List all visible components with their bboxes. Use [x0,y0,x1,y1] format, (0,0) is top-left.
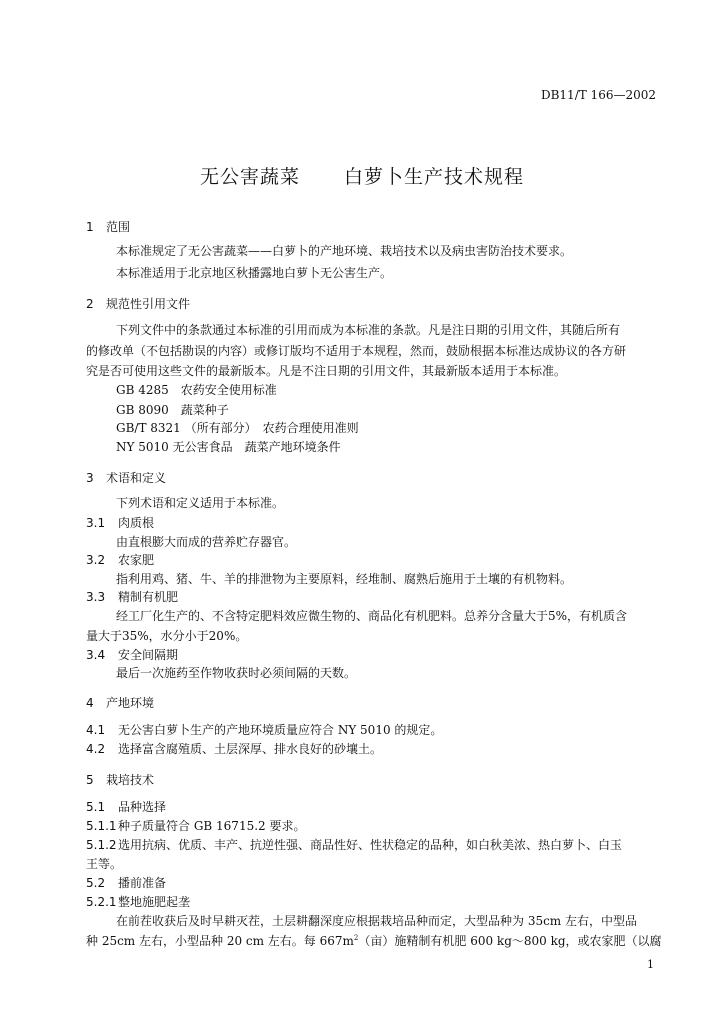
reference-item: GB/T 8321 （所有部分） 农药合理使用准则 [116,421,359,435]
section-2-paragraph-line-3: 究是否可使用这些文件的最新版本。凡是不注日期的引用文件，其最新版本适用于本标准。 [86,364,567,378]
term-3-2-definition: 指利用鸡、猪、牛、羊的排泄物为主要原料，经堆制、腐熟后施用于土壤的有机物料。 [116,572,573,586]
clause-4-2: 4.2 选择富含腐殖质、土层深厚、排水良好的砂壤土。 [86,742,383,756]
section-2-paragraph-line-2: 的修改单（不包括勘误的内容）或修订版均不适用于本规程，然而，鼓励根据本标准达成协议的各方研 [86,344,627,358]
page-number: 1 [647,958,654,971]
section-1-paragraph-1: 本标准规定了无公害蔬菜——白萝卜的产地环境、栽培技术以及病虫害防治技术要求。 [116,244,573,258]
clause-5-2-1-text-line-2: 种 25cm 左右，小型品种 20 cm 左右。每 $667m^2$（亩）施精制有机肥 600 kg～800 kg，或农家肥（以腐 [86,934,662,948]
reference-item: NY 5010 无公害食品 蔬菜产地环境条件 [116,440,341,454]
clause-5-2-1-text-line-1: 在前茬收获后及时早耕灭茬，土层耕翻深度应根据栽培品种而定，大型品种为 35cm 左右，中型品 [116,914,638,928]
title-part-2: 白萝卜生产技术规程 [344,166,525,188]
title-part-1: 无公害蔬菜 [199,166,300,188]
clause-5-2-1-heading: 5.2.1整地施肥起垄 [86,895,191,909]
clause-4-1: 4.1 无公害白萝卜生产的产地环境质量应符合 NY 5010 的规定。 [86,723,443,737]
section-1-paragraph-2: 本标准适用于北京地区秋播露地白萝卜无公害生产。 [116,266,393,280]
term-3-4-definition: 最后一次施药至作物收获时必须间隔的天数。 [116,666,357,680]
section-3-heading: 3 术语和定义 [86,471,167,485]
standard-code: DB11/T 166—2002 [540,88,656,102]
page-title [0,162,724,189]
section-2-paragraph-line-1: 下列文件中的条款通过本标准的引用而成为本标准的条款。凡是注日期的引用文件，其随后所有 [116,323,621,337]
term-3-4-heading: 3.4 安全间隔期 [86,648,179,662]
reference-item: GB 4285 农药安全使用标准 [116,383,277,397]
section-5-heading: 5 栽培技术 [86,773,155,787]
section-1-heading: 1 范围 [86,220,131,234]
term-3-3-definition-line-2: 量大于35%，水分小于20%。 [86,629,248,643]
reference-item: GB 8090 蔬菜种子 [116,403,229,417]
section-2-heading: 2 规范性引用文件 [86,297,191,311]
clause-5-1-2-line-2: 王等。 [86,857,123,871]
clause-5-1-2-line-1: 5.1.2选用抗病、优质、丰产、抗逆性强、商品性好、性状稳定的品种，如白秋美浓、热白萝卜、白玉 [86,838,623,852]
clause-5-1-heading: 5.1 品种选择 [86,800,167,814]
term-3-3-definition-line-1: 经工厂化生产的、不含特定肥料效应微生物的、商品化有机肥料。总养分含量大于5%，有机质含 [116,609,628,623]
section-4-heading: 4 产地环境 [86,696,155,710]
clause-5-2-heading: 5.2 播前准备 [86,876,167,890]
term-3-3-heading: 3.3 精制有机肥 [86,590,179,604]
clause-5-1-1: 5.1.1种子质量符合 GB 16715.2 要求。 [86,819,306,833]
term-3-2-heading: 3.2 农家肥 [86,553,155,567]
term-3-1-heading: 3.1 肉质根 [86,516,155,530]
section-3-intro: 下列术语和定义适用于本标准。 [116,496,285,510]
term-3-1-definition: 由直根膨大而成的营养贮存器官。 [116,535,297,549]
